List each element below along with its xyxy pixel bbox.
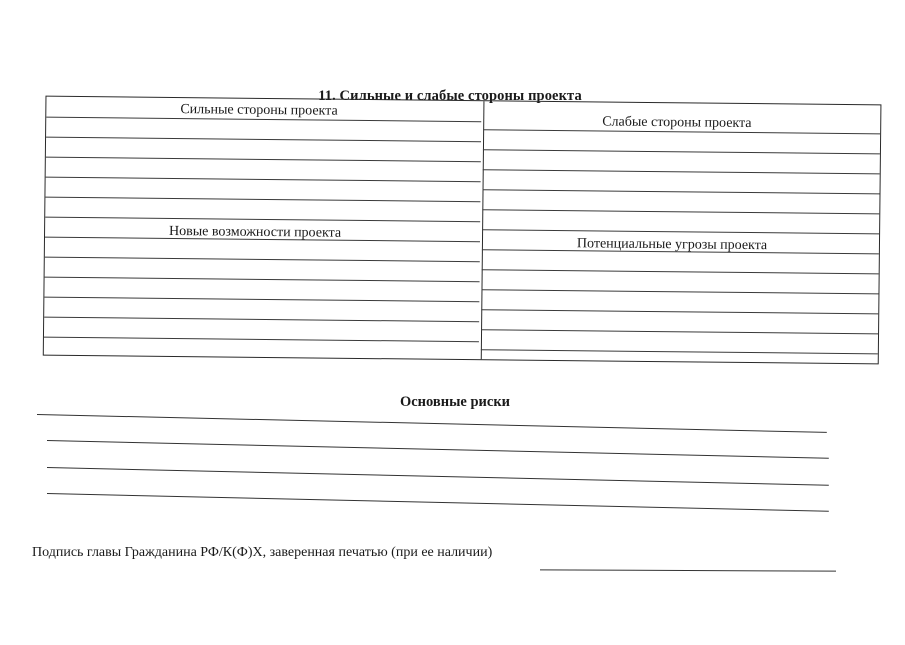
row-line [481, 289, 878, 294]
signature-label: Подпись главы Гражданина РФ/К(Ф)Х, заверенная печатью (при ее наличии) [32, 545, 493, 560]
row-line [45, 197, 480, 203]
strengths-label: Сильные стороны проекта [180, 102, 338, 119]
row-line [483, 169, 880, 174]
risks-title: Основные риски [399, 394, 511, 410]
row-line [481, 309, 878, 314]
weaknesses-label: Слабые стороны проекта [602, 114, 752, 132]
row-line [45, 257, 480, 263]
row-line [46, 157, 481, 163]
row-line [45, 217, 480, 223]
swot-table [43, 96, 882, 365]
row-line [482, 209, 879, 214]
opportunities-label: Новые возможности проекта [168, 223, 342, 241]
row-line [483, 189, 880, 194]
row-line [44, 297, 479, 303]
threats-label: Потенциальные угрозы проекта [576, 236, 768, 254]
section-title: 11. Сильные и слабые стороны проекта [318, 88, 582, 104]
row-line [46, 137, 481, 143]
row-line [44, 317, 479, 323]
row-line [481, 349, 878, 354]
row-line [45, 277, 480, 283]
row-line [44, 337, 479, 343]
row-line [482, 229, 879, 234]
row-line [482, 269, 879, 274]
row-line [481, 329, 878, 334]
row-line [483, 149, 880, 154]
row-line [46, 177, 481, 183]
